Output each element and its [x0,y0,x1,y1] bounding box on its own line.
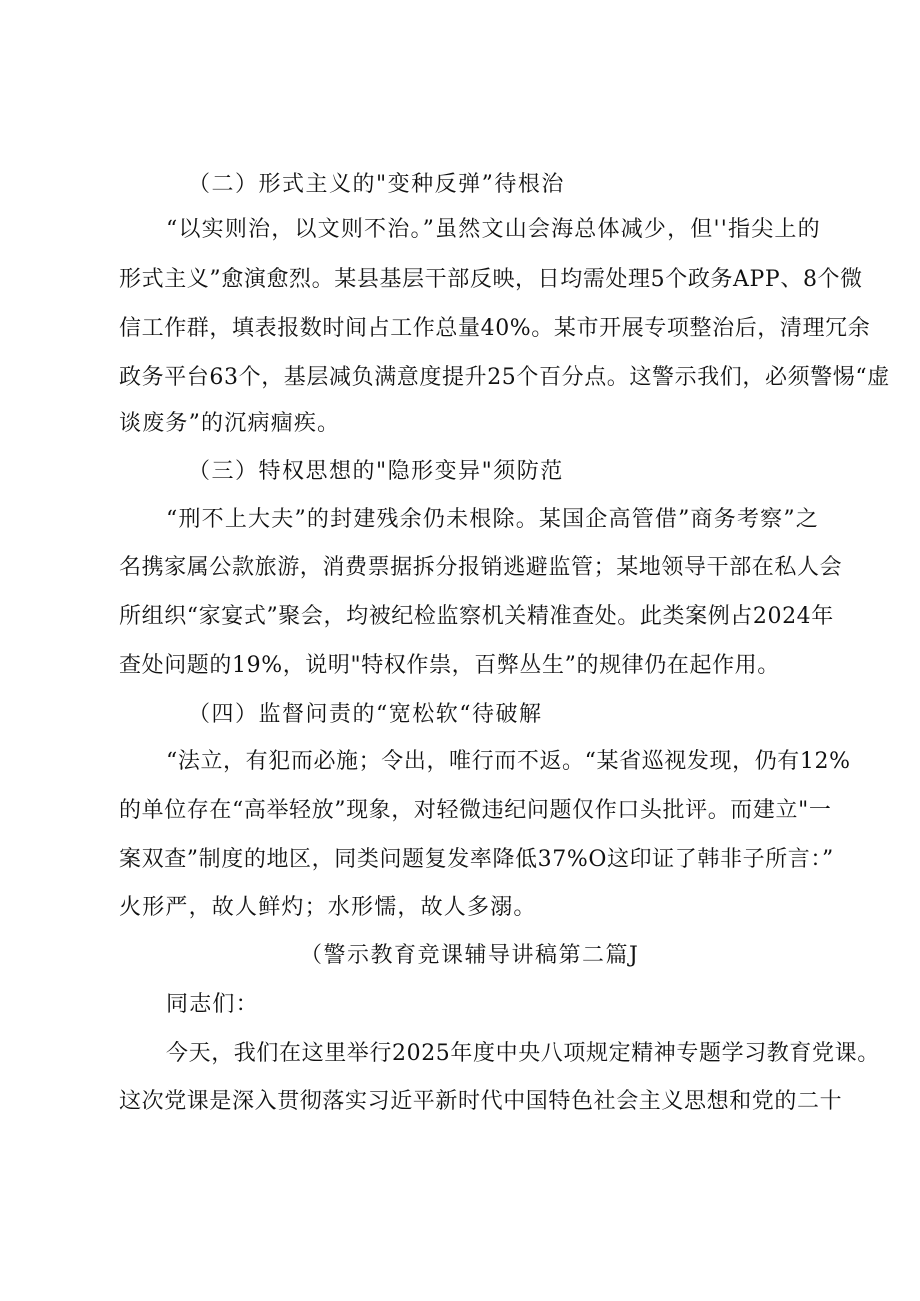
section-heading-4: （四）监督问责的“宽松软“待破解 [188,702,543,727]
article-title: （警示教育竞课辅导讲稿第二篇J [300,943,640,968]
paragraph-line: 名携家属公款旅游，消费票据拆分报销逃避监管；某地领导干部在私人会 [119,555,843,580]
paragraph-line: 的单位存在“高举轻放”现象，对轻微违纪问题仅作口头批评。而建立"一 [119,798,832,823]
paragraph-line: 形式主义”愈演愈烈。某县基层干部反映，日均需处理5个政务APP、8个微 [119,267,863,292]
section-heading-3: （三）特权思想的"隐形变异"须防范 [188,459,564,484]
paragraph-line: 谈废务”的沉病痼疾。 [119,411,341,436]
paragraph-line: 这次党课是深入贯彻落实习近平新时代中国特色社会主义思想和党的二十 [119,1089,843,1114]
paragraph-line: “刑不上大夫”的封建残余仍未根除。某国企高管借”商务考察”之 [166,507,819,532]
paragraph-line: “法立，有犯而必施；令出，唯行而不返。“某省巡视发现，仍有12% [166,749,851,774]
paragraph-line: 信工作群，填表报数时间占工作总量40%。某市开展专项整治后，清理冗余 [119,316,871,341]
paragraph-line: 查处问题的19%，说明"特权作祟，百弊丛生”的规律仍在起作用。 [119,653,780,678]
section-heading-2: （二）形式主义的"变种反弹”待根治 [188,172,565,197]
paragraph-line: 案双查”制度的地区，同类问题复发率降低37%O这印证了韩非子所言：” [119,847,834,872]
paragraph-line: 火形严，故人鲜灼；水形懦，故人多溺。 [119,895,537,920]
paragraph-line: “以实则治，以文则不治。”虽然文山会海总体减少，但''指尖上的 [166,217,821,242]
paragraph-line: 今天，我们在这里举行2025年度中央八项规定精神专题学习教育党课。 [166,1041,880,1066]
salutation: 同志们： [166,992,259,1017]
paragraph-line: 政务平台63个，基层减负满意度提升25个百分点。这警示我们，必须警惕“虚 [119,365,890,390]
paragraph-line: 所组织“家宴式”聚会，均被纪检监察机关精准查处。此类案例占2024年 [119,604,834,629]
